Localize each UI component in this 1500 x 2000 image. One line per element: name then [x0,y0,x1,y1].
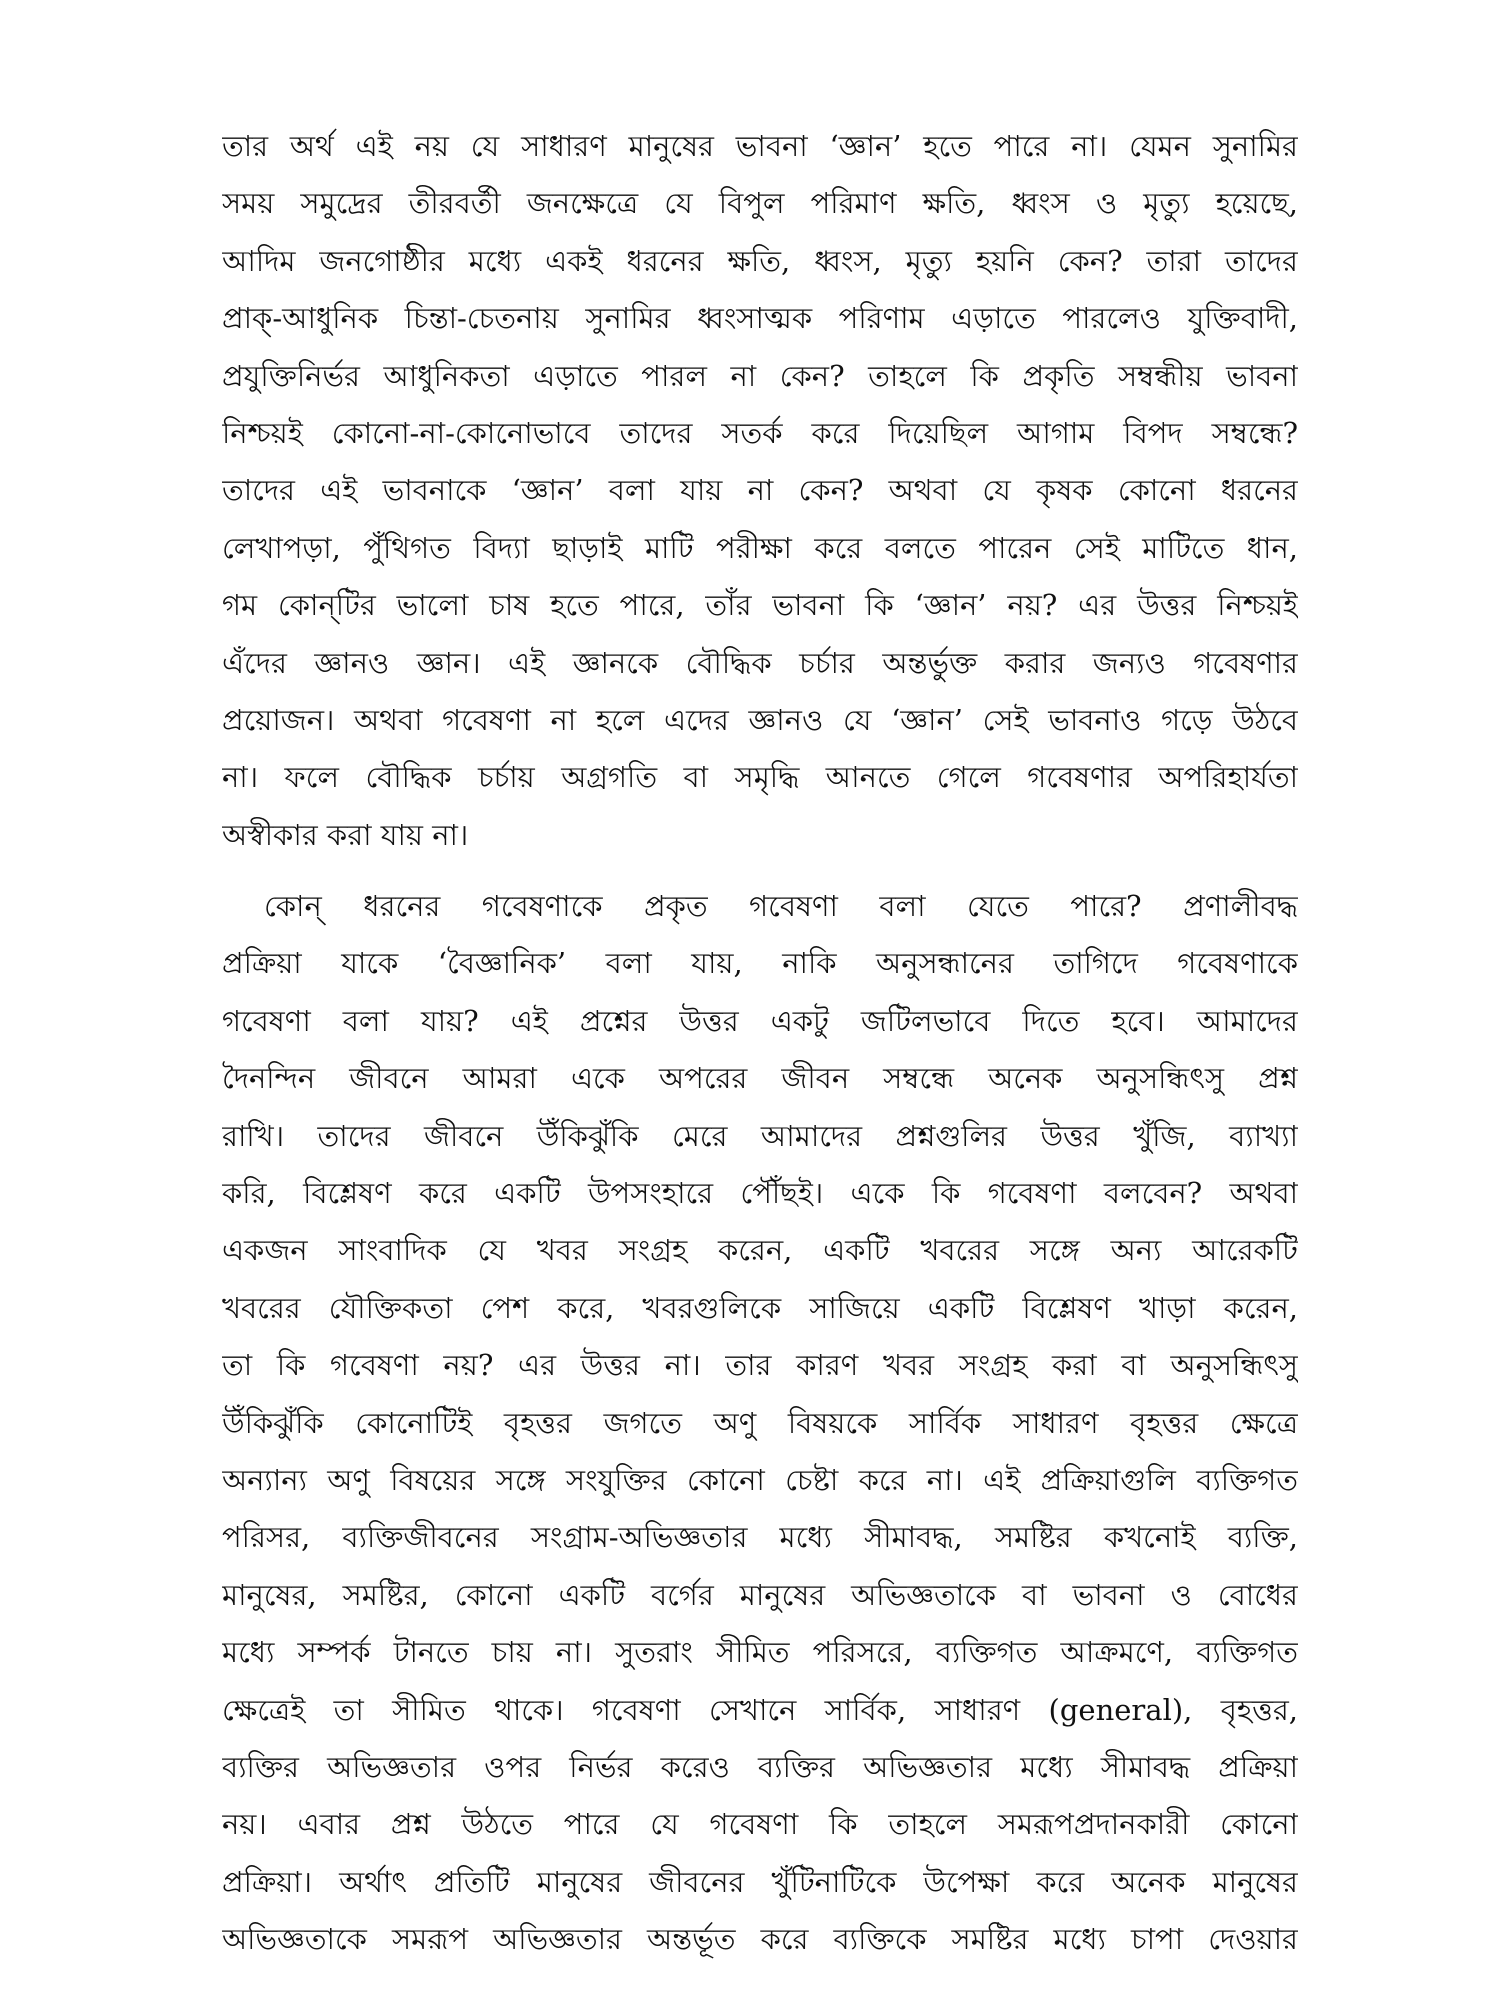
text-line: উঁকিঝুঁকি কোনোটিই বৃহত্তর জগতে অণু বিষয়কে সার্বিক সাধারণ বৃহত্তর ক্ষেত্রে [222,1405,1298,1440]
text-line: খবরের যৌক্তিকতা পেশ করে, খবরগুলিকে সাজিয়ে একটি বিশ্লেষণ খাড়া করেন, [222,1290,1298,1325]
text-line: ক্ষেত্রেই তা সীমিত থাকে। গবেষণা সেখানে সার্বিক, সাধারণ (general), বৃহত্তর, [222,1692,1298,1727]
text-line: একজন সাংবাদিক যে খবর সংগ্রহ করেন, একটি খবরের সঙ্গে অন্য আরেকটি [222,1233,1298,1268]
text-line: রাখি। তাদের জীবনে উঁকিঝুঁকি মেরে আমাদের প্রশ্নগুলির উত্তর খুঁজি, ব্যাখ্যা [222,1118,1298,1153]
body-text [222,118,1298,1969]
text-line: ব্যক্তির অভিজ্ঞতার ওপর নির্ভর করেও ব্যক্তির অভিজ্ঞতার মধ্যে সীমাবদ্ধ প্রক্রিয়া [222,1749,1298,1784]
text-line: গম কোন্‌টির ভালো চাষ হতে পারে, তাঁর ভাবনা কি ‘জ্ঞান’ নয়? এর উত্তর নিশ্চয়ই [222,588,1298,623]
text-line: তাদের এই ভাবনাকে ‘জ্ঞান’ বলা যায় না কেন? অথবা যে কৃষক কোনো ধরনের [222,473,1298,508]
text-line: তা কি গবেষণা নয়? এর উত্তর না। তার কারণ খবর সংগ্রহ করা বা অনুসন্ধিৎসু [222,1348,1298,1383]
text-line: অস্বীকার করা যায় না। [222,817,469,852]
text-line: প্রয়োজন। অথবা গবেষণা না হলে এদের জ্ঞানও যে ‘জ্ঞান’ সেই ভাবনাও গড়ে উঠবে [222,702,1298,737]
text-line: লেখাপড়া, পুঁথিগত বিদ্যা ছাড়াই মাটি পরীক্ষা করে বলতে পারেন সেই মাটিতে ধান, [222,530,1298,565]
text-line: আদিম জনগোষ্ঠীর মধ্যে একই ধরনের ক্ষতি, ধ্বংস, মৃত্যু হয়নি কেন? তারা তাদের [222,243,1298,278]
text-line: নয়। এবার প্রশ্ন উঠতে পারে যে গবেষণা কি তাহলে সমরূপপ্রদানকারী কোনো [222,1807,1298,1842]
text-line: প্রক্রিয়া। অর্থাৎ প্রতিটি মানুষের জীবনের খুঁটিনাটিকে উপেক্ষা করে অনেক মানুষের [222,1864,1298,1899]
text-line: সময় সমুদ্রের তীরবর্তী জনক্ষেত্রে যে বিপুল পরিমাণ ক্ষতি, ধ্বংস ও মৃত্যু হয়েছে, [222,186,1298,221]
text-line: গবেষণা বলা যায়? এই প্রশ্নের উত্তর একটু জটিলভাবে দিতে হবে। আমাদের [222,1003,1298,1038]
text-line: এঁদের জ্ঞানও জ্ঞান। এই জ্ঞানকে বৌদ্ধিক চর্চার অন্তর্ভুক্ত করার জন্যও গবেষণার [222,645,1298,680]
text-line: প্রাক্-আধুনিক চিন্তা-চেতনায় সুনামির ধ্বংসাত্মক পরিণাম এড়াতে পারলেও যুক্তিবাদী, [222,301,1298,336]
text-line: অন্যান্য অণু বিষয়ের সঙ্গে সংযুক্তির কোনো চেষ্টা করে না। এই প্রক্রিয়াগুলি ব্যক্তিগত [222,1462,1298,1497]
text-line: নিশ্চয়ই কোনো-না-কোনোভাবে তাদের সতর্ক করে দিয়েছিল আগাম বিপদ সম্বন্ধে? [222,415,1298,450]
text-line: মানুষের, সমষ্টির, কোনো একটি বর্গের মানুষের অভিজ্ঞতাকে বা ভাবনা ও বোধের [222,1577,1298,1612]
text-line: দৈনন্দিন জীবনে আমরা একে অপরের জীবন সম্বন্ধে অনেক অনুসন্ধিৎসু প্রশ্ন [222,1061,1298,1096]
paragraph-gap [222,864,1298,878]
paragraph-1 [222,118,1298,864]
text-line: মধ্যে সম্পর্ক টানতে চায় না। সুতরাং সীমিত পরিসরে, ব্যক্তিগত আক্রমণে, ব্যক্তিগত [222,1635,1298,1670]
text-line: কোন্ ধরনের গবেষণাকে প্রকৃত গবেষণা বলা যেতে পারে? প্রণালীবদ্ধ [264,889,1298,924]
text-line: করি, বিশ্লেষণ করে একটি উপসংহারে পৌঁছই। একে কি গবেষণা বলবেন? অথবা [222,1176,1298,1211]
paragraph-2 [222,878,1298,1968]
text-line: অভিজ্ঞতাকে সমরূপ অভিজ্ঞতার অন্তর্ভূত করে ব্যক্তিকে সমষ্টির মধ্যে চাপা দেওয়ার [222,1922,1298,1957]
text-line: তার অর্থ এই নয় যে সাধারণ মানুষের ভাবনা ‘জ্ঞান’ হতে পারে না। যেমন সুনামির [222,129,1298,163]
text-line: পরিসর, ব্যক্তিজীবনের সংগ্রাম-অভিজ্ঞতার মধ্যে সীমাবদ্ধ, সমষ্টির কখনোই ব্যক্তি, [222,1520,1298,1555]
text-line: না। ফলে বৌদ্ধিক চর্চায় অগ্রগতি বা সমৃদ্ধি আনতে গেলে গবেষণার অপরিহার্যতা [222,760,1298,795]
text-line: প্রযুক্তিনির্ভর আধুনিকতা এড়াতে পারল না কেন? তাহলে কি প্রকৃতি সম্বন্ধীয় ভাবনা [222,358,1298,393]
text-line: প্রক্রিয়া যাকে ‘বৈজ্ঞানিক’ বলা যায়, নাকি অনুসন্ধানের তাগিদে গবেষণাকে [222,946,1298,981]
